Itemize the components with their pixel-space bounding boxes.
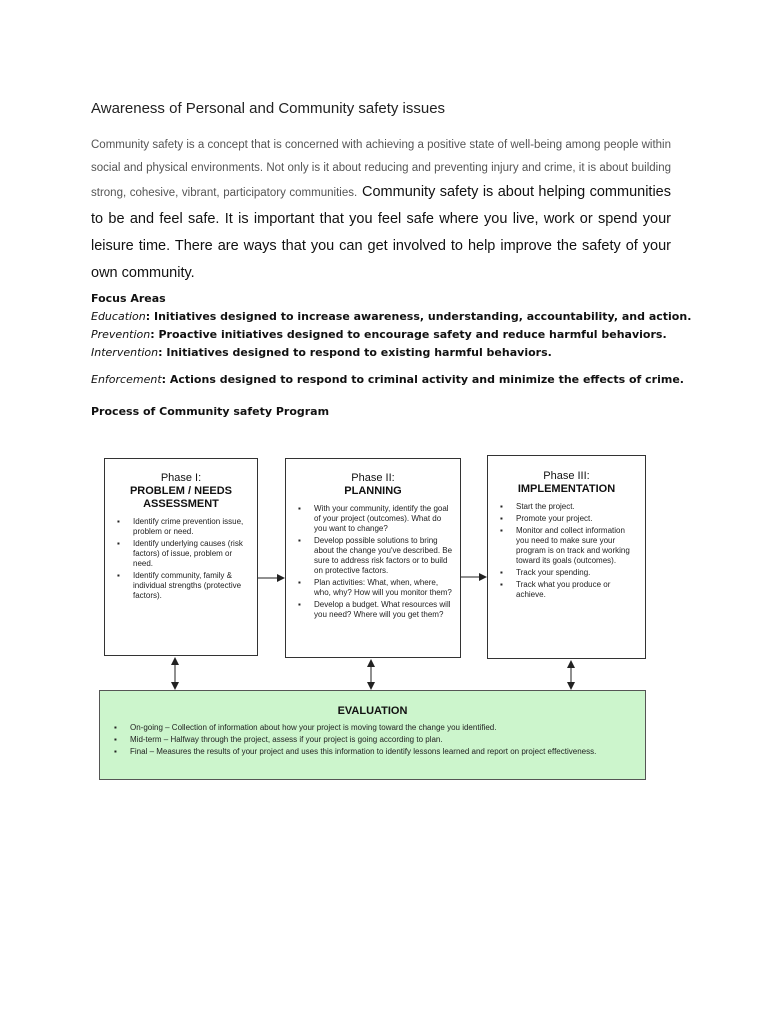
intro-small-text: Community safety is a concept that is concerned with achieving a positive state of well-being among people within social and physical environments. Not only is it about reducing and preventing injury and crime, it is about building strong, cohesive, vibrant, participatory communities. xyxy=(91,139,671,199)
evaluation-title: EVALUATION xyxy=(337,705,408,717)
phase-subtitle: PROBLEM / NEEDS ASSESSMENT xyxy=(129,485,233,510)
phase-subtitle: PLANNING xyxy=(344,485,402,497)
focus-desc: : Initiatives designed to increase awareness, understanding, accountability, and action. xyxy=(145,310,692,323)
evaluation-box xyxy=(99,690,646,780)
phase-1-box xyxy=(104,458,258,656)
focus-desc: : Proactive initiatives designed to encourage safety and reduce harmful behaviors. xyxy=(150,328,667,341)
focus-term: Intervention xyxy=(91,346,159,359)
phase-bullet: ▪ Monitor and collect information you need to make sure your program is on track and working toward its goals (outcomes). xyxy=(516,526,639,566)
process-title: Process of Community safety Program xyxy=(91,405,330,418)
focus-item-enforcement xyxy=(91,373,691,391)
phase-3-box xyxy=(487,455,646,659)
focus-term: Enforcement xyxy=(91,373,162,386)
phase-bullets xyxy=(286,504,460,620)
phase-bullet: ▪ Develop possible solutions to bring about the change you've described. Be sure to address risk factors or to build on protective factors. xyxy=(314,536,454,576)
phase-2-box xyxy=(285,458,461,658)
evaluation-bullet: ▪ Mid-term – Halfway through the project, assess if your project is going according to plan. xyxy=(130,734,627,746)
phase-bullet: ▪ Identify crime prevention issue, problem or need. xyxy=(133,517,251,537)
phase-bullet: ▪ Identify community, family & individual strengths (protective factors). xyxy=(133,571,251,601)
focus-term: Prevention xyxy=(91,328,151,341)
phase-bullet: ▪ Plan activities: What, when, where, who, why? How will you monitor them? xyxy=(314,578,454,598)
intro-paragraph xyxy=(91,133,671,287)
page-title: Awareness of Personal and Community safety issues xyxy=(91,100,446,117)
focus-item-prevention xyxy=(91,328,691,346)
focus-heading: Focus Areas xyxy=(91,292,166,305)
focus-item-intervention xyxy=(91,346,691,364)
focus-areas xyxy=(91,292,691,391)
evaluation-bullet: ▪ On-going – Collection of information about how your project is moving toward the change you identified. xyxy=(130,722,627,734)
phase-bullets xyxy=(488,502,645,600)
phase-bullet: ▪ Identify underlying causes (risk factors) of issue, problem or need. xyxy=(133,539,251,569)
phase-bullet: ▪ With your community, identify the goal of your project (outcomes). What do you want to change? xyxy=(314,504,454,534)
focus-desc: : Initiatives designed to respond to existing harmful behaviors. xyxy=(158,346,552,359)
phase-bullet: ▪ Start the project. xyxy=(516,502,639,512)
phase-bullet: ▪ Promote your project. xyxy=(516,514,639,524)
evaluation-bullets xyxy=(100,722,645,758)
phase-bullet: ▪ Track what you produce or achieve. xyxy=(516,580,639,600)
phase-bullets xyxy=(105,517,257,601)
intro-large-text: Community safety is about helping communities to be and feel safe. It is important that you feel safe where you live, work or spend your leisure time. There are ways that you can get involved to help improve the safety of your own community. xyxy=(91,184,671,281)
phase-title: Phase I: xyxy=(160,472,202,484)
phase-subtitle: IMPLEMENTATION xyxy=(517,483,616,495)
phase-title: Phase III: xyxy=(543,470,590,482)
focus-term: Education xyxy=(91,310,146,323)
phase-title: Phase II: xyxy=(351,472,395,484)
phase-bullet: ▪ Develop a budget. What resources will you need? Where will you get them? xyxy=(314,600,454,620)
focus-item-education xyxy=(91,310,691,328)
evaluation-bullet: ▪ Final – Measures the results of your project and uses this information to identify lessons learned and report on project effectiveness. xyxy=(130,746,627,758)
focus-desc: : Actions designed to respond to criminal activity and minimize the effects of crime. xyxy=(161,373,684,386)
phase-bullet: ▪ Track your spending. xyxy=(516,568,639,578)
